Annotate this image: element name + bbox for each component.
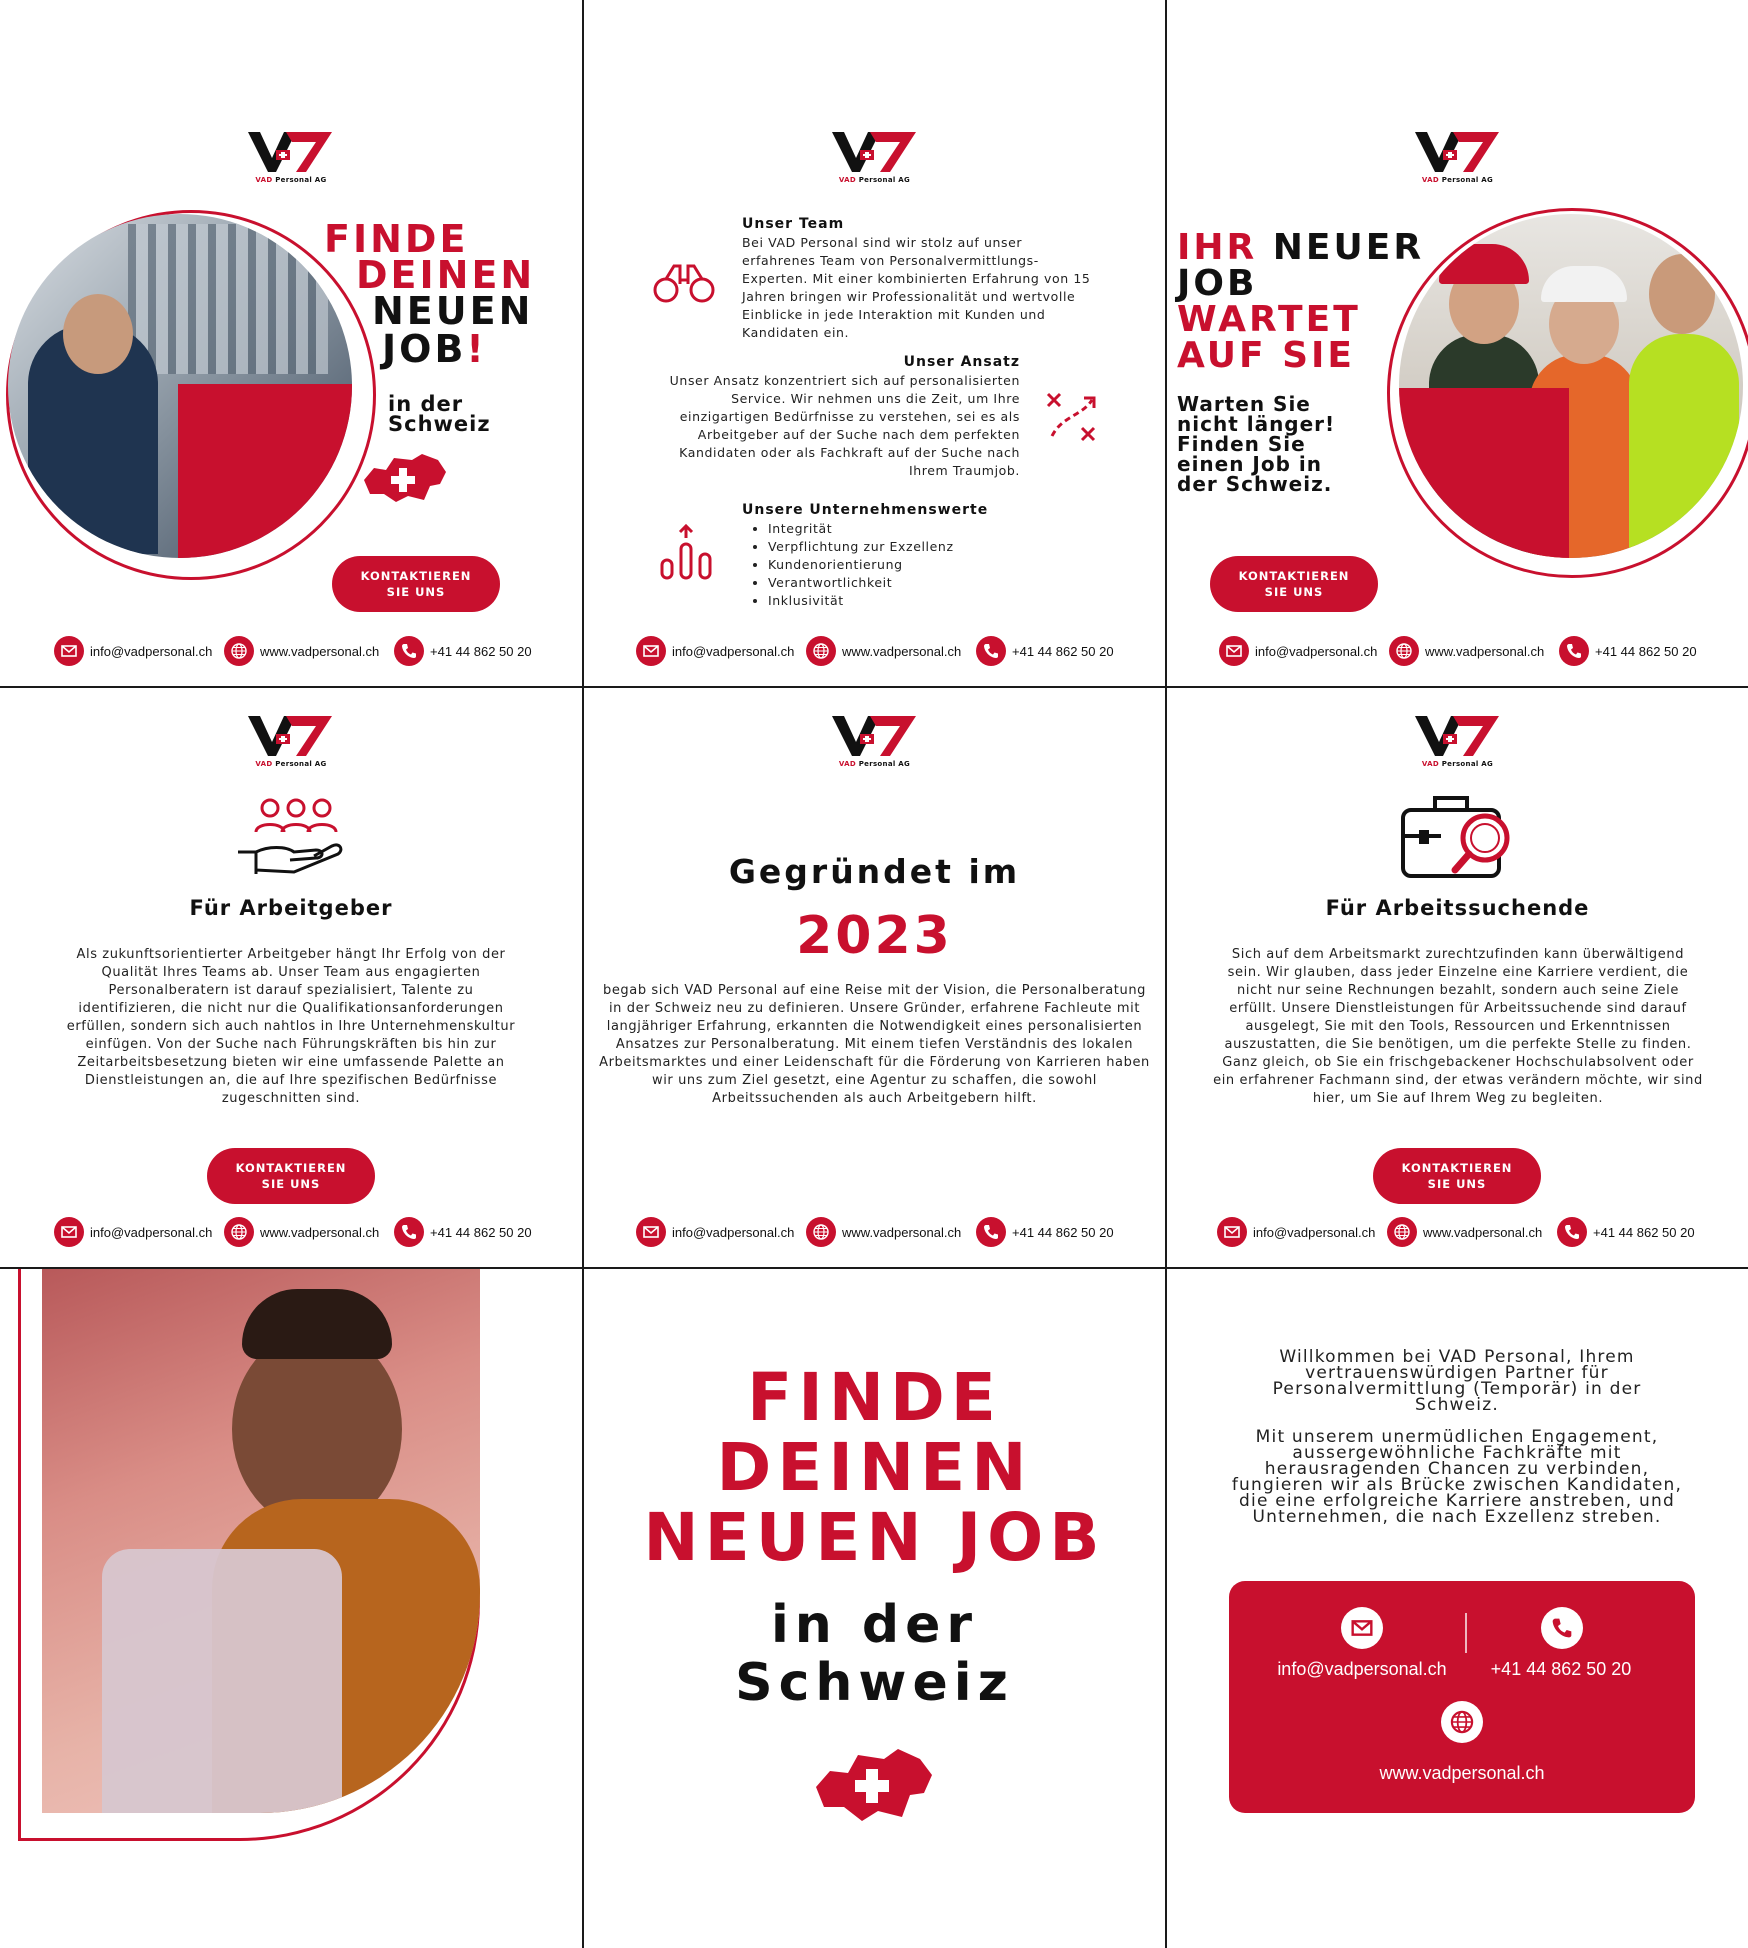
founded-year: 2023 bbox=[796, 906, 953, 966]
big-subline-1: in der bbox=[770, 1595, 979, 1655]
headline-line1: FINDE bbox=[324, 217, 469, 261]
team-title: Unser Team bbox=[742, 216, 845, 232]
panel-welcome bbox=[1167, 1269, 1748, 1948]
approach-title: Unser Ansatz bbox=[903, 354, 1020, 370]
list-item: • Verpflichtung zur Exzellenz bbox=[768, 538, 954, 556]
founded-title: Gegründet im bbox=[728, 852, 1021, 891]
employers-title: Für Arbeitgeber bbox=[189, 896, 393, 920]
contact-button[interactable]: KONTAKTIEREN SIE UNS bbox=[1210, 556, 1378, 612]
values-title: Unsere Unternehmenswerte bbox=[742, 502, 989, 518]
globe-icon bbox=[224, 1217, 254, 1247]
contact-phone[interactable]: +41 44 862 50 20 bbox=[1559, 636, 1697, 666]
logo: VAD Personal AG bbox=[1413, 128, 1503, 190]
headline-line4: AUF SIE bbox=[1177, 335, 1356, 376]
headline-line3: NEUEN bbox=[372, 289, 534, 333]
subtext-line: Warten Sie bbox=[1177, 392, 1311, 416]
binoculars-icon bbox=[652, 256, 716, 308]
switzerland-map-icon bbox=[812, 1745, 936, 1825]
panel-about-team bbox=[584, 0, 1165, 686]
contact-web[interactable]: www.vadpersonal.ch bbox=[806, 636, 961, 666]
globe-icon bbox=[806, 1217, 836, 1247]
photo-electrician bbox=[8, 214, 352, 558]
contact-button[interactable]: KONTAKTIEREN SIE UNS bbox=[207, 1148, 375, 1204]
list-item: • Verantwortlichkeit bbox=[768, 574, 954, 592]
approach-text: Unser Ansatz konzentriert sich auf personalisierten Service. Wir nehmen uns die Zeit, um Ihre einzigartigen Bedürfnisse zu verstehen, sei es als Arbeitgeber auf der Suche nach dem perfekten Kandidaten oder als Fachkraft auf der Suche nach Ihrem Traumjob. bbox=[669, 373, 1020, 478]
team-text: Bei VAD Personal sind wir stolz auf unser erfahrenes Team von Personalvermittlungs-Experten. Mit einer kombinierten Erfahrung von 15 Jahren bringen wir Professionalität und wertvolle Einblicke in jede Interaktion mit Kunden und Kandidaten ein. bbox=[742, 235, 1091, 340]
contact-phone[interactable]: +41 44 862 50 20 bbox=[394, 636, 532, 666]
values-list bbox=[754, 520, 954, 610]
growth-icon bbox=[658, 522, 714, 582]
card-mail-icon-wrap bbox=[1341, 1607, 1383, 1649]
phone-icon bbox=[1550, 1616, 1574, 1640]
contact-row bbox=[0, 1213, 582, 1249]
subline-1: in der bbox=[388, 392, 464, 416]
mail-icon bbox=[54, 1217, 84, 1247]
contact-row bbox=[584, 632, 1165, 668]
contact-phone[interactable]: +41 44 862 50 20 bbox=[394, 1217, 532, 1247]
logo: VAD Personal AG bbox=[246, 128, 336, 190]
phone-icon bbox=[1559, 636, 1589, 666]
card-phone[interactable]: +41 44 862 50 20 bbox=[1490, 1659, 1632, 1679]
subline-2: Schweiz bbox=[388, 412, 491, 436]
welcome-text-1: Willkommen bei VAD Personal, Ihrem vertrauenswürdigen Partner für Personalvermittlung (Temporär) in der Schweiz. bbox=[1272, 1347, 1642, 1415]
phone-icon bbox=[394, 636, 424, 666]
contact-email[interactable]: info@vadpersonal.ch bbox=[636, 1217, 794, 1247]
globe-icon bbox=[224, 636, 254, 666]
contact-button[interactable]: KONTAKTIEREN SIE UNS bbox=[1373, 1148, 1541, 1204]
founded-text: begab sich VAD Personal auf eine Reise mit der Vision, die Personalberatung in der Schweiz neu zu definieren. Unsere Gründer, erfahrene Fachleute mit langjähriger Erfahrung, erkannten die Notwendigkeit eines personalisierten Ansatzes zur Personalberatung. Mit einem tiefen Verständnis des lokalen Arbeitsmarktes und einer Leidenschaft für die Förderung von Karrieren haben wir uns zum Ziel gesetzt, eine Agentur zu schaffen, die sowohl Arbeitssuchenden als auch Arbeitgebern hilft. bbox=[599, 983, 1150, 1106]
contact-web[interactable]: www.vadpersonal.ch bbox=[224, 636, 379, 666]
contact-row bbox=[1167, 632, 1748, 668]
switzerland-map-icon bbox=[360, 450, 450, 506]
globe-icon bbox=[1449, 1709, 1475, 1735]
mail-icon bbox=[636, 1217, 666, 1247]
contact-phone[interactable]: +41 44 862 50 20 bbox=[976, 1217, 1114, 1247]
mail-icon bbox=[54, 636, 84, 666]
globe-icon bbox=[1387, 1217, 1417, 1247]
employers-text: Als zukunftsorientierter Arbeitgeber hängt Ihr Erfolg von der Qualität Ihres Teams ab. Unser Team aus engagierten Personalberatern ist darauf spezialisiert, Talente zu identifizieren, die nicht nur die Qualifikationsanforderungen erfüllen, sondern sich auch nahtlos in Ihre Unternehmenskultur einfügen. Von der Suche nach Führungskräften bis hin zur Zeitarbeitsbesetzung bieten wir eine umfassende Palette an Dienstleistungen an, die auf Ihre spezifischen Bedürfnisse zugeschnitten sind. bbox=[66, 947, 516, 1106]
briefcase-search-icon bbox=[1397, 788, 1521, 882]
subtext-line: Finden Sie bbox=[1177, 432, 1306, 456]
contact-phone[interactable]: +41 44 862 50 20 bbox=[976, 636, 1114, 666]
panel-jobseekers bbox=[1167, 688, 1748, 1267]
contact-row bbox=[1167, 1213, 1748, 1249]
contact-web[interactable]: www.vadpersonal.ch bbox=[1387, 1217, 1542, 1247]
hand-people-icon bbox=[234, 794, 348, 880]
card-globe-icon-wrap bbox=[1441, 1701, 1483, 1743]
phone-icon bbox=[976, 636, 1006, 666]
card-web[interactable]: www.vadpersonal.ch bbox=[1379, 1763, 1545, 1783]
subtext-line: nicht länger! bbox=[1177, 412, 1336, 436]
subtext-line: der Schweiz. bbox=[1177, 472, 1333, 496]
welcome-text-2: Mit unserem unermüdlichen Engagement, aussergewöhnliche Fachkräfte mit herausragenden Chancen zu verbinden, fungieren wir als Brücke zwischen Kandidaten, die eine erfolgreiche Karriere anstreben, und Unternehmen, die nach Exzellenz streben. bbox=[1231, 1427, 1683, 1527]
panel-find-job bbox=[0, 0, 582, 686]
phone-icon bbox=[1557, 1217, 1587, 1247]
mail-icon bbox=[636, 636, 666, 666]
logo: VAD Personal AG bbox=[246, 712, 336, 774]
contact-email[interactable]: info@vadpersonal.ch bbox=[54, 1217, 212, 1247]
panel-photo-woman bbox=[0, 1269, 582, 1948]
contact-web[interactable]: www.vadpersonal.ch bbox=[806, 1217, 961, 1247]
contact-phone[interactable]: +41 44 862 50 20 bbox=[1557, 1217, 1695, 1247]
strategy-icon bbox=[1042, 386, 1104, 448]
list-item: • Kundenorientierung bbox=[768, 556, 954, 574]
phone-icon bbox=[394, 1217, 424, 1247]
logo: VAD Personal AG bbox=[830, 128, 920, 190]
mail-icon bbox=[1217, 1217, 1247, 1247]
jobseekers-title: Für Arbeitssuchende bbox=[1325, 896, 1590, 920]
list-item: • Integrität bbox=[768, 520, 954, 538]
big-subline-2: Schweiz bbox=[735, 1653, 1014, 1713]
contact-email[interactable]: info@vadpersonal.ch bbox=[1217, 1217, 1375, 1247]
globe-icon bbox=[1389, 636, 1419, 666]
contact-card bbox=[1229, 1581, 1695, 1813]
photo-construction-workers bbox=[1399, 214, 1743, 558]
contact-row bbox=[0, 632, 582, 668]
contact-button[interactable]: KONTAKTIEREN SIE UNS bbox=[332, 556, 500, 612]
logo: VAD Personal AG bbox=[1413, 712, 1503, 774]
contact-row bbox=[584, 1213, 1165, 1249]
panel-founded bbox=[584, 688, 1165, 1267]
contact-email[interactable]: info@vadpersonal.ch bbox=[1219, 636, 1377, 666]
phone-icon bbox=[976, 1217, 1006, 1247]
panel-employers bbox=[0, 688, 582, 1267]
contact-web[interactable]: www.vadpersonal.ch bbox=[1389, 636, 1544, 666]
contact-web[interactable]: www.vadpersonal.ch bbox=[224, 1217, 379, 1247]
list-item: • Inklusivität bbox=[768, 592, 954, 610]
panel-new-job bbox=[1167, 0, 1748, 686]
headline-line2: DEINEN bbox=[356, 253, 536, 297]
card-phone-icon-wrap bbox=[1541, 1607, 1583, 1649]
subtext-line: einen Job in bbox=[1177, 452, 1322, 476]
panel-find-job-big bbox=[584, 1269, 1165, 1948]
card-email[interactable]: info@vadpersonal.ch bbox=[1277, 1659, 1447, 1679]
big-headline-line1: FINDE bbox=[747, 1359, 1002, 1436]
headline-line3: WARTET bbox=[1177, 299, 1361, 340]
photo-woman-laptop bbox=[42, 1269, 480, 1813]
card-divider bbox=[1465, 1613, 1467, 1653]
headline-line2: JOB bbox=[1177, 263, 1258, 304]
big-headline-line3: NEUEN JOB bbox=[643, 1499, 1106, 1576]
subtext-block bbox=[1177, 394, 1335, 494]
mail-icon bbox=[1219, 636, 1249, 666]
logo: VAD Personal AG bbox=[830, 712, 920, 774]
globe-icon bbox=[806, 636, 836, 666]
big-headline-line2: DEINEN bbox=[716, 1429, 1033, 1506]
jobseekers-text: Sich auf dem Arbeitsmarkt zurechtzufinden kann überwältigend sein. Wir glauben, dass jeder Einzelne eine Karriere verdient, die nicht nur seine Rechnungen bezahlt, sondern auch seine Ziele erfüllt. Unsere Dienstleistungen für Arbeitssuchende sind darauf ausgelegt, Sie mit den Tools, Ressourcen und Erkenntnissen auszustatten, die Sie benötigen, um die perfekte Stelle zu finden. Ganz gleich, ob Sie ein frischgebackener Hochschulabsolvent oder ein erfahrener Fachmann sind, der etwas verändern möchte, wir sind hier, um Sie auf Ihrem Weg zu begleiten. bbox=[1213, 947, 1703, 1106]
contact-email[interactable]: info@vadpersonal.ch bbox=[54, 636, 212, 666]
mail-icon bbox=[1350, 1616, 1374, 1640]
headline-line4: JOB! bbox=[382, 327, 487, 371]
contact-email[interactable]: info@vadpersonal.ch bbox=[636, 636, 794, 666]
headline-line1: IHR NEUER bbox=[1177, 227, 1425, 268]
